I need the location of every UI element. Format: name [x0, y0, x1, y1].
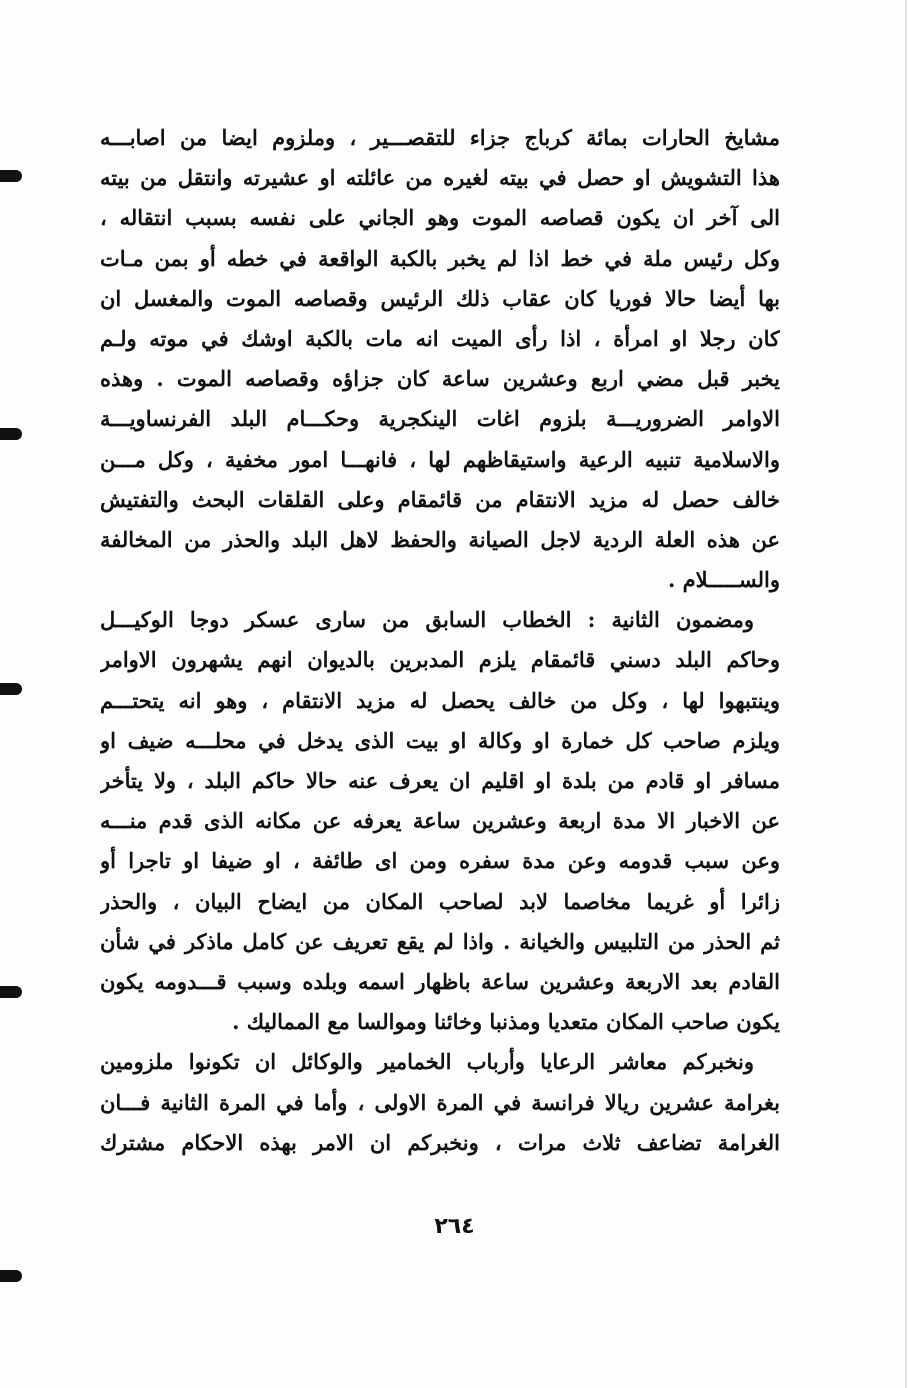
text-line: عن الاخبار الا مدة اربعة وعشرين ساعة يعرفه عن مكانه الذى قدم منـــه — [100, 808, 780, 834]
text-line: والســـــلام . — [667, 567, 780, 593]
page-edge-shadow — [905, 0, 907, 1388]
binding-mark — [0, 170, 22, 182]
text-line: الغرامة تضاعف ثلاث مرات ، ونخبركم ان الامر بهذه الاحكام مشترك — [100, 1129, 780, 1155]
text-line: يكون صاحب المكان متعديا ومذنبا وخائنا وموالسا مع المماليك . — [232, 1009, 780, 1035]
text-line: زائرا أو غريما مخاصما لابد لصاحب المكان من ايضاح البيان ، والحذر — [100, 888, 780, 914]
text-line: والاسلامية تنبيه الرعية واستيقاظهم لها ، فانهـــا امور مخفية ، وكل مـــن — [100, 446, 780, 472]
page-number: ٢٦٤ — [434, 1214, 475, 1239]
binding-mark — [0, 986, 22, 998]
text-line: ومضمون الثانية : الخطاب السابق من سارى عسكر دوجا الوكيـــل — [100, 607, 754, 633]
text-line: هذا التشويش او حصل في بيته لغيره من عائلته او عشيرته وانتقل من بيته — [100, 165, 780, 191]
text-line: بها أيضا حالا فوريا كان عقاب ذلك الرئيس وقصاصه الموت والمغسل ان — [100, 285, 780, 311]
text-line: وحاكم البلد دسني قائمقام يلزم المدبرين بالديوان انهم يشهرون الاوامر — [100, 647, 780, 673]
text-line: ونخبركم معاشر الرعايا وأرباب الخمامير والوكائل ان تكونوا ملزومين — [100, 1049, 754, 1075]
binding-mark — [0, 428, 22, 440]
text-line: الى آخر ان يكون قصاصه الموت وهو الجاني على نفسه بسبب انتقاله ، — [100, 205, 780, 231]
text-line: ويلزم صاحب كل خمارة او وكالة او بيت الذى يدخل في محلـــه ضيف او — [100, 727, 780, 753]
text-line: القادم بعد الاربعة وعشرين ساعة باظهار اسمه وبلده وسبب قـــدومه يكون — [100, 968, 780, 994]
text-line: مسافر او قادم من بلدة او اقليم ان يعرف عنه حالا حاكم البلد ، ولا يتأخر — [100, 768, 780, 793]
text-line: بغرامة عشرين ريالا فرانسة في المرة الاولى ، وأما في المرة الثانية فـــان — [100, 1089, 780, 1115]
text-line: مشايخ الحارات بمائة كرباج جزاء للتقصـــير ، وملزوم ايضا من اصابـــه — [100, 125, 780, 150]
text-line: عن هذه العلة الردية لاجل الصيانة والحفظ لاهل البلد والحذر من المخالفة — [100, 526, 780, 552]
text-line: وينتبهوا لها ، وكل من خالف يحصل له مزيد الانتقام ، وهو انه يتحتـــم — [100, 687, 780, 713]
text-line: وعن سبب قدومه وعن مدة سفره ومن اى طائفة ، او ضيفا او تاجرا أو — [100, 848, 780, 874]
text-line: الاوامر الضروريـــة بلزوم اغات الينكجرية وحكـــام البلد الفرنساويـــة — [100, 406, 780, 432]
text-line: يخبر قبل مضي اربع وعشرين ساعة كان جزاؤه وقصاصه الموت . وهذه — [100, 366, 780, 392]
binding-mark — [0, 683, 22, 695]
text-line: ثم الحذر من التلبيس والخيانة . واذا لم يقع تعريف عن كامل ماذكر في شأن — [100, 928, 780, 954]
text-line: خالف حصل له مزيد الانتقام من قائمقام وعلى القلقات البحث والتفتيش — [100, 486, 780, 512]
text-line: كان رجلا او امرأة ، اذا رأى الميت انه مات بالكبة اوشك في موته ولـم — [100, 325, 780, 351]
text-line: وكل رئيس ملة في خط اذا لم يخبر بالكبة الواقعة في خطه أو بمن مـات — [100, 245, 780, 271]
binding-mark — [0, 1270, 22, 1282]
body-text — [100, 118, 780, 1163]
